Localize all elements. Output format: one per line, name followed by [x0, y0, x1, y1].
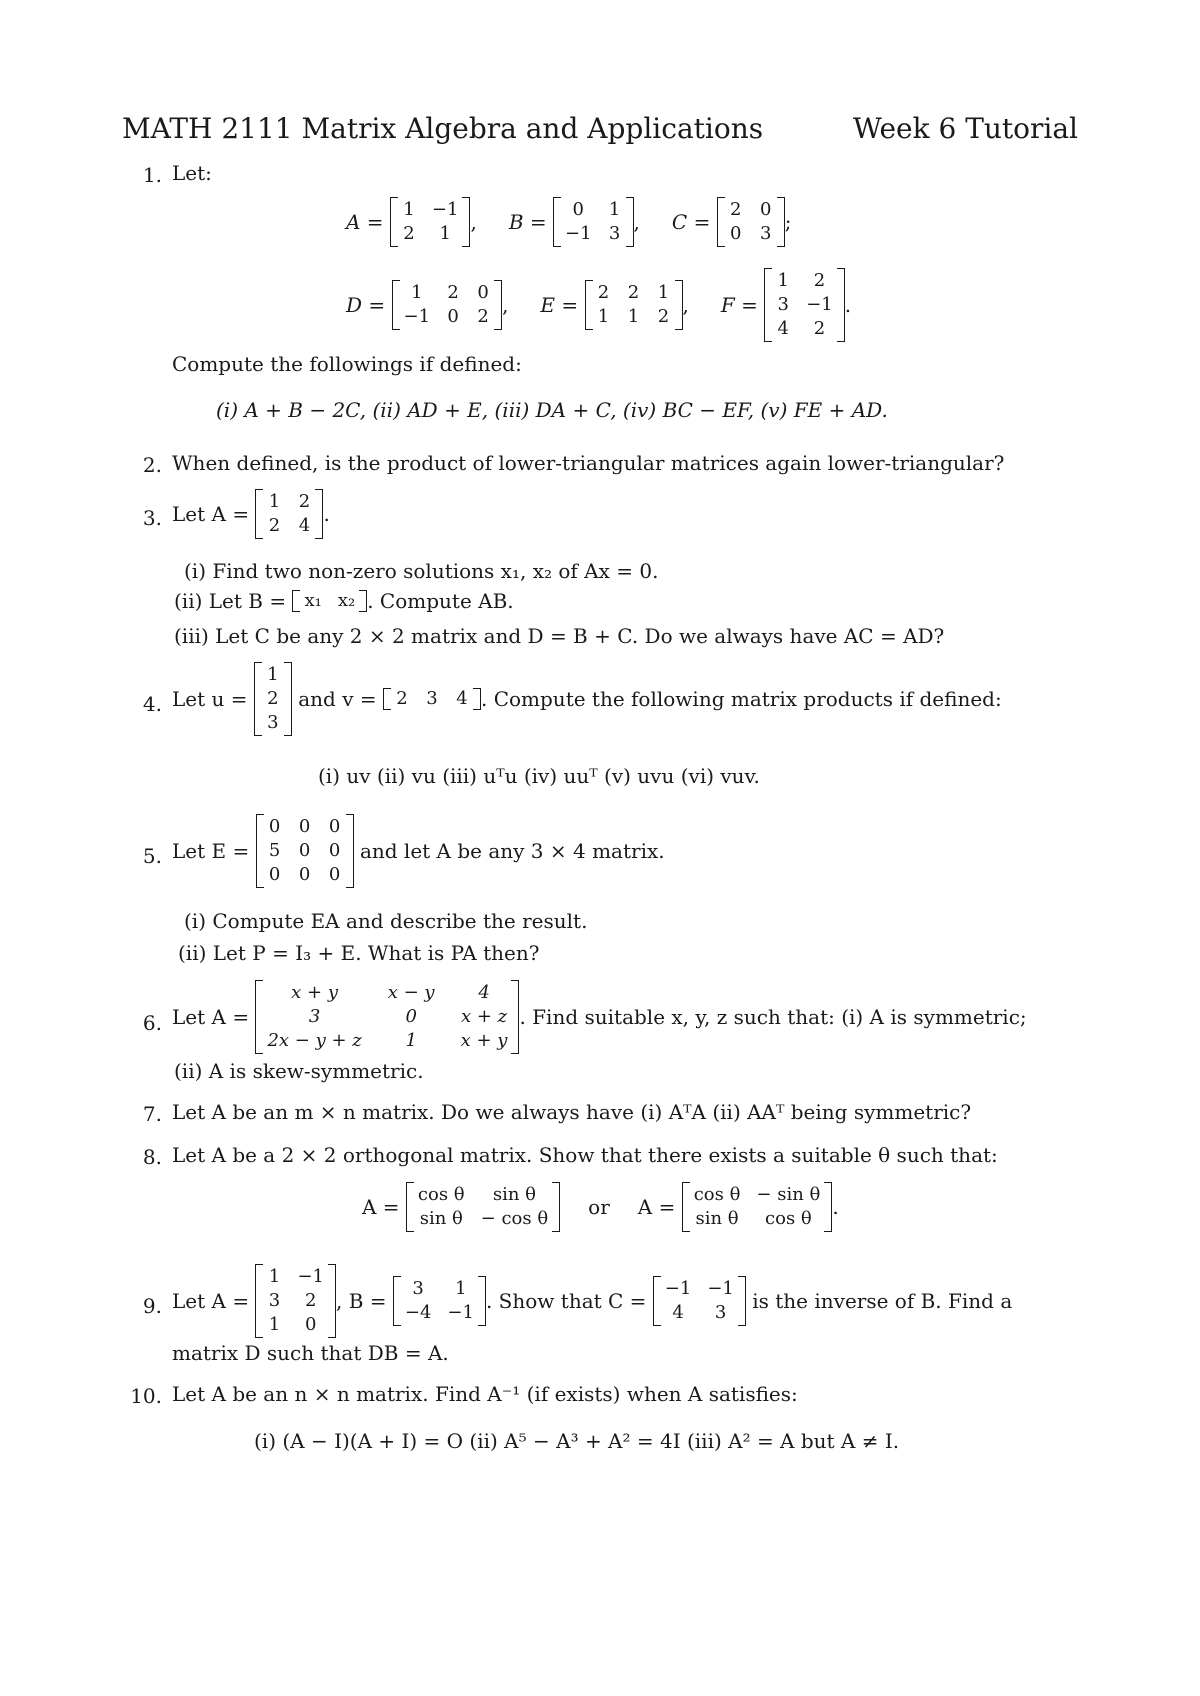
q9-statement: [172, 1264, 1012, 1338]
matrix-cell: 4: [298, 515, 311, 536]
matrix-cell: 0: [572, 199, 584, 220]
matrix: [553, 197, 634, 247]
matrix-cell: 2: [304, 1290, 317, 1311]
q6-part-ii: (ii) A is skew-symmetric.: [174, 1059, 424, 1083]
question-number: 10.: [130, 1384, 162, 1408]
q8-matrix-1: [406, 1182, 560, 1232]
matrix-cell: 2: [447, 282, 459, 303]
q5-part-ii: (ii) Let P = I₃ + E. What is PA then?: [178, 941, 540, 965]
matrix-cell: 3: [759, 223, 772, 244]
matrix-cell: 3: [714, 1302, 727, 1323]
q4-vector-v: [383, 688, 481, 710]
matrix-cell: 4: [777, 318, 789, 339]
matrix-cell: 1: [608, 199, 621, 220]
q8-or: or: [588, 1195, 610, 1219]
q1-matrix-row-2: [346, 268, 851, 342]
q9-matrix-a: [255, 1264, 336, 1338]
matrix-cell: 1: [267, 664, 279, 685]
q4-vector-u: [254, 662, 292, 736]
q6-matrix-a: [255, 980, 519, 1054]
matrix-cell: 2: [813, 318, 826, 339]
matrix-punct: ,: [633, 210, 640, 234]
matrix-cell: x + y: [460, 1030, 508, 1051]
q8-punct: .: [832, 1195, 839, 1219]
q9-line-2: matrix D such that DB = A.: [172, 1341, 449, 1365]
matrix-cell: sin θ: [492, 1184, 536, 1205]
matrix-cell: 2: [627, 282, 640, 303]
q1-parts: (i) A + B − 2C, (ii) AD + E, (iii) DA + C, (iv) BC − EF, (v) FE + AD.: [216, 398, 888, 422]
matrix: [764, 268, 845, 342]
matrix-cell: 3: [777, 294, 789, 315]
q1-prompt: Compute the followings if defined:: [172, 352, 522, 376]
q3-punct: .: [323, 502, 330, 526]
matrix-cell: −1: [297, 1266, 324, 1287]
matrix-punct: ,: [470, 210, 477, 234]
matrix-cell: 3: [267, 712, 279, 733]
matrix-cell: −1: [806, 294, 833, 315]
matrix-cell: x₁: [304, 590, 322, 611]
q6-let: Let A =: [172, 1005, 250, 1029]
matrix-cell: 0: [298, 864, 311, 885]
q9-b-label: , B =: [335, 1289, 387, 1313]
q6-statement: [172, 980, 1027, 1054]
q9-matrix-c: [653, 1276, 746, 1326]
matrix-cell: 3: [608, 223, 621, 244]
matrix-cell: 3: [268, 1290, 281, 1311]
matrix-cell: −1: [565, 223, 592, 244]
matrix-cell: 0: [298, 816, 311, 837]
matrix-cell: 0: [405, 1006, 417, 1027]
q5-tail: and let A be any 3 × 4 matrix.: [359, 839, 665, 863]
q10-parts: (i) (A − I)(A + I) = O (ii) A⁵ − A³ + A² = 4I (iii) A² = A but A ≠ I.: [254, 1429, 900, 1453]
matrix-label: E =: [540, 293, 585, 317]
q3-statement: [172, 489, 330, 539]
matrix-cell: 2: [267, 688, 279, 709]
matrix-cell: 1: [268, 491, 281, 512]
q5-let: Let E =: [172, 839, 250, 863]
q3-part-ii-tail: . Compute AB.: [367, 589, 514, 613]
q5-matrix-e: [256, 814, 354, 888]
q9-c-label: . Show that C =: [485, 1289, 647, 1313]
q3-matrix-a: [255, 489, 323, 539]
matrix-cell: x + z: [460, 1006, 508, 1027]
matrix-cell: 3: [426, 688, 438, 709]
matrix-cell: cos θ: [693, 1184, 741, 1205]
matrix-cell: −4: [404, 1302, 432, 1323]
matrix-cell: 2: [298, 491, 311, 512]
q1-matrix-row-1: [346, 197, 791, 247]
matrix-cell: x + y: [291, 982, 339, 1003]
matrix-cell: −1: [447, 1302, 474, 1323]
matrix-cell: 0: [298, 840, 311, 861]
matrix-punct: ,: [682, 293, 689, 317]
question-number: 7.: [142, 1102, 162, 1126]
matrix-cell: 2: [477, 306, 489, 327]
matrix-cell: 3: [308, 1006, 321, 1027]
matrix-cell: 2x − y + z: [267, 1030, 362, 1051]
matrix-cell: 0: [759, 199, 772, 220]
matrix-label: B =: [508, 210, 553, 234]
matrix-cell: − sin θ: [756, 1184, 821, 1205]
q8-text: Let A be a 2 × 2 orthogonal matrix. Show that there exists a suitable θ such that:: [172, 1143, 998, 1167]
q9-matrix-b: [393, 1276, 486, 1326]
matrix-cell: 1: [454, 1278, 467, 1299]
matrix-punct: ;: [784, 210, 792, 234]
matrix-punct: .: [844, 293, 852, 317]
question-number: 9.: [142, 1294, 162, 1318]
matrix-cell: 1: [627, 306, 640, 327]
matrix-cell: 1: [405, 1030, 417, 1051]
question-number: 3.: [142, 506, 162, 530]
q9-let: Let A =: [172, 1289, 250, 1313]
matrix-cell: 2: [729, 199, 742, 220]
matrix-cell: 0: [729, 223, 742, 244]
q3-part-ii: [174, 590, 514, 612]
matrix-cell: 1: [657, 282, 670, 303]
matrix: [390, 197, 471, 247]
question-number: 2.: [142, 453, 162, 477]
matrix-label: F =: [720, 293, 765, 317]
course-title: MATH 2111 Matrix Algebra and Applications: [122, 112, 764, 145]
matrix-cell: 0: [328, 840, 341, 861]
matrix-cell: −1: [403, 306, 431, 327]
q8-lhs-1: A =: [362, 1195, 400, 1219]
q3-part-i: (i) Find two non-zero solutions x₁, x₂ of Ax = 0.: [184, 559, 659, 583]
matrix-cell: 3: [412, 1278, 424, 1299]
q3-part-ii-lead: (ii) Let B =: [174, 589, 287, 613]
q5-part-i: (i) Compute EA and describe the result.: [184, 909, 588, 933]
q3-matrix-b: [292, 590, 367, 612]
matrix-label: C =: [671, 210, 717, 234]
question-number: 1.: [142, 163, 162, 187]
matrix-cell: 2: [657, 306, 670, 327]
week-label: Week 6 Tutorial: [852, 112, 1078, 145]
question-number: 6.: [142, 1011, 162, 1035]
matrix-cell: 5: [268, 840, 281, 861]
q3-part-iii: (iii) Let C be any 2 × 2 matrix and D = B + C. Do we always have AC = AD?: [174, 624, 945, 648]
matrix-label: D =: [346, 293, 392, 317]
matrix-cell: 2: [597, 282, 610, 303]
q1-intro: Let:: [172, 161, 212, 185]
matrix-cell: 4: [456, 688, 468, 709]
q4-statement: [172, 662, 1002, 736]
matrix-cell: −1: [664, 1278, 692, 1299]
matrix-cell: 0: [328, 864, 341, 885]
matrix-label: A =: [346, 210, 390, 234]
question-number: 8.: [142, 1145, 162, 1169]
matrix-cell: 2: [813, 270, 826, 291]
matrix-cell: 1: [268, 1266, 281, 1287]
matrix-cell: 4: [478, 982, 490, 1003]
matrix-cell: 2: [403, 223, 415, 244]
matrix-cell: 1: [403, 199, 415, 220]
q4-parts: (i) uv (ii) vu (iii) uᵀu (iv) uuᵀ (v) uvu (vi) vuv.: [318, 764, 760, 788]
q4-and: and v =: [298, 687, 377, 711]
matrix-cell: cos θ: [765, 1208, 812, 1229]
matrix-punct: ,: [502, 293, 509, 317]
q8-matrix-2: [682, 1182, 833, 1232]
matrix-cell: 0: [447, 306, 459, 327]
matrix: [392, 280, 503, 330]
matrix-cell: 0: [304, 1314, 317, 1335]
matrix-cell: −1: [431, 199, 459, 220]
matrix-cell: sin θ: [695, 1208, 739, 1229]
matrix-cell: 1: [597, 306, 610, 327]
matrix-cell: 1: [268, 1314, 281, 1335]
q4-let: Let u =: [172, 687, 248, 711]
q7-text: Let A be an m × n matrix. Do we always have (i) AᵀA (ii) AAᵀ being symmetric?: [172, 1100, 972, 1124]
matrix-cell: x − y: [387, 982, 435, 1003]
q8-forms: [362, 1182, 839, 1232]
q8-lhs-2: A =: [637, 1195, 676, 1219]
matrix-cell: 2: [268, 515, 281, 536]
matrix-cell: 0: [268, 816, 281, 837]
question-number: 4.: [142, 692, 162, 716]
matrix-cell: 4: [672, 1302, 684, 1323]
matrix-cell: sin θ: [419, 1208, 463, 1229]
matrix-cell: −1: [707, 1278, 734, 1299]
matrix-cell: 1: [411, 282, 423, 303]
matrix-cell: 2: [396, 688, 408, 709]
q9-tail: is the inverse of B. Find a: [752, 1289, 1013, 1313]
matrix: [585, 280, 683, 330]
matrix-cell: x₂: [337, 590, 356, 611]
q3-let: Let A =: [172, 502, 250, 526]
matrix-cell: 0: [477, 282, 489, 303]
q10-text: Let A be an n × n matrix. Find A⁻¹ (if exists) when A satisfies:: [172, 1382, 798, 1406]
matrix-cell: cos θ: [417, 1184, 465, 1205]
matrix-cell: 0: [328, 816, 341, 837]
matrix-cell: 1: [439, 223, 451, 244]
matrix-cell: − cos θ: [480, 1208, 549, 1229]
q6-tail: . Find suitable x, y, z such that: (i) A is symmetric;: [519, 1005, 1027, 1029]
matrix-cell: 1: [777, 270, 789, 291]
q2-text: When defined, is the product of lower-triangular matrices again lower-triangular?: [172, 451, 1005, 475]
q4-tail: . Compute the following matrix products if defined:: [480, 687, 1002, 711]
question-number: 5.: [142, 844, 162, 868]
q5-statement: [172, 814, 665, 888]
matrix-cell: 0: [268, 864, 281, 885]
matrix: [717, 197, 785, 247]
